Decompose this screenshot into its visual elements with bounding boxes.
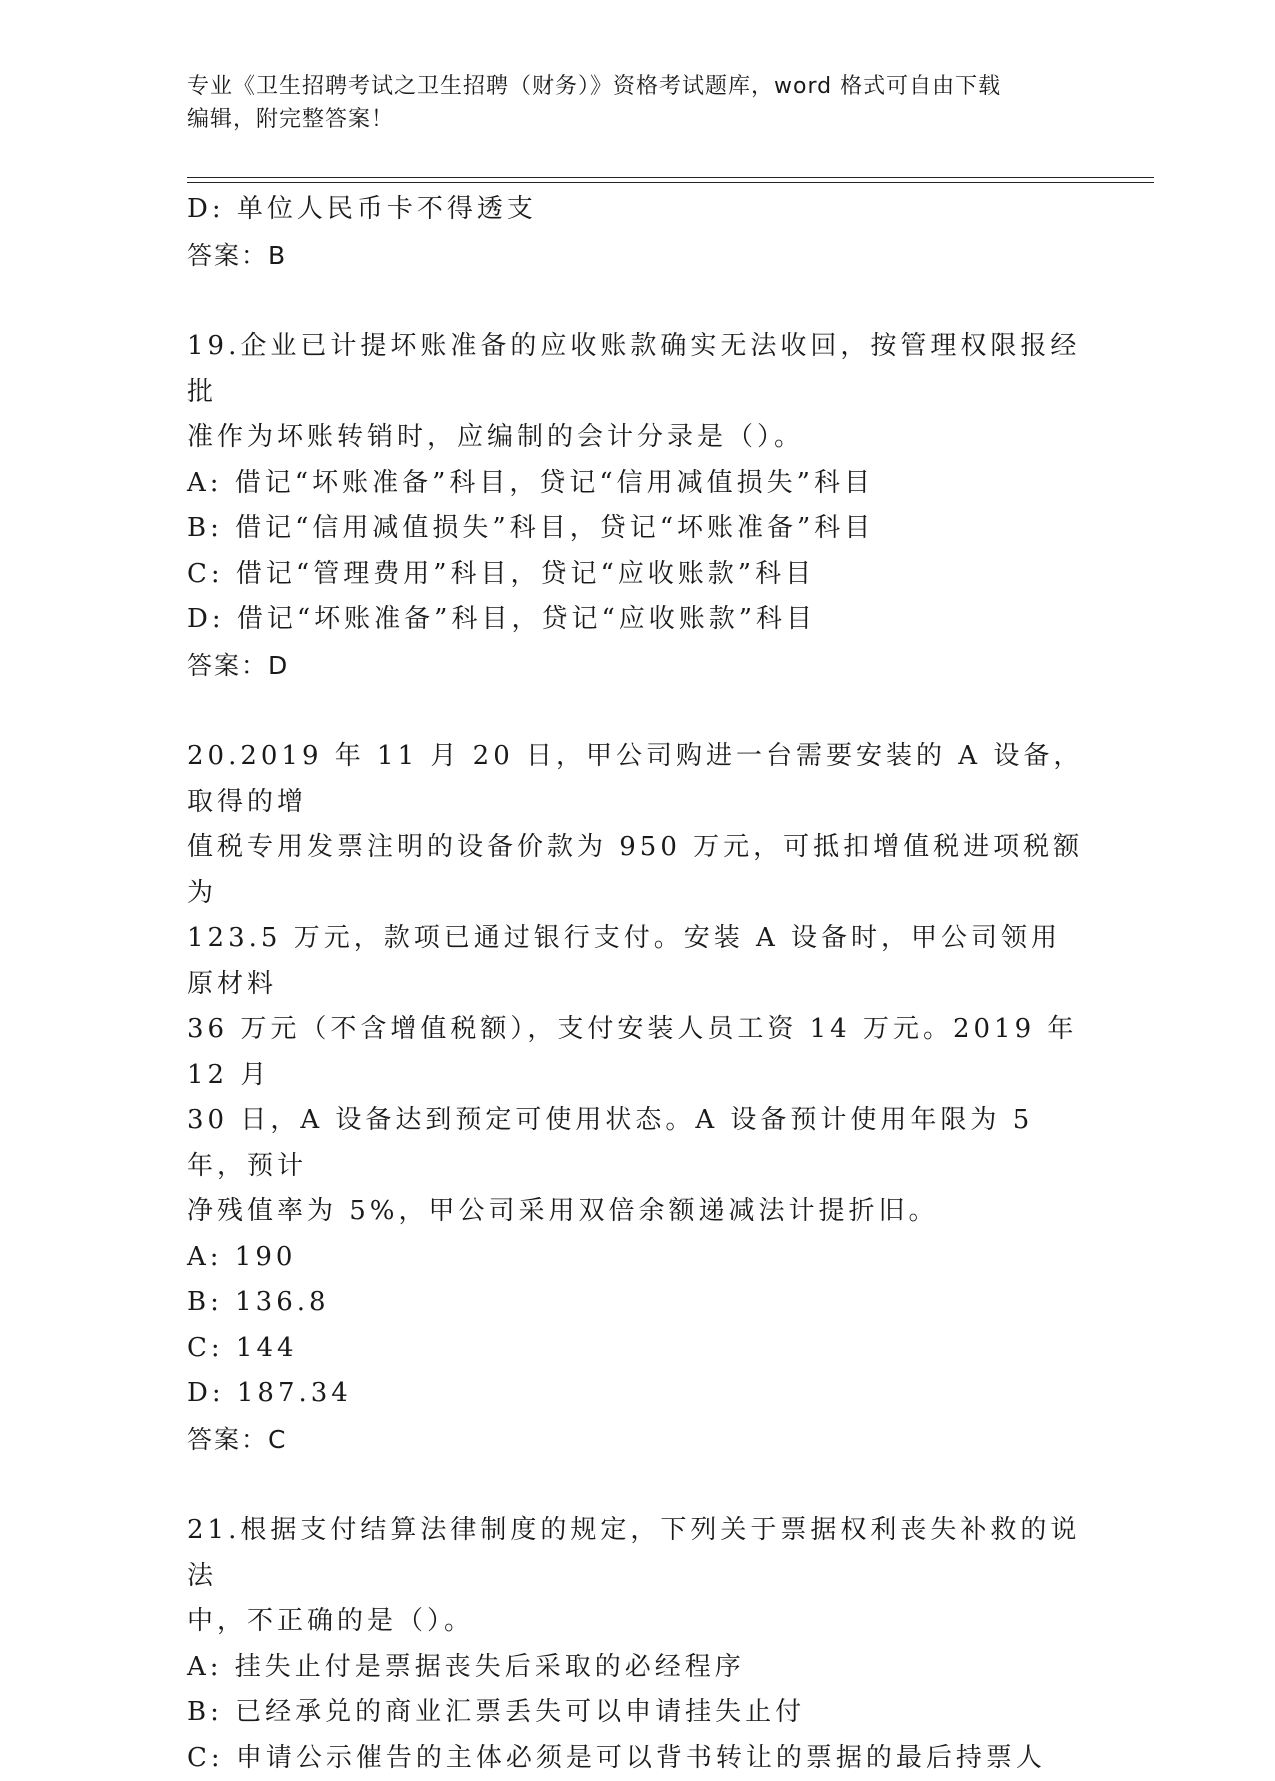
stem-line: 36 万元（不含增值税额），支付安装人员工资 14 万元。2019 年 12 月 <box>187 1007 1087 1098</box>
option-c: C: 借记“管理费用”科目，贷记“应收账款”科目 <box>187 552 1087 598</box>
question-20 <box>187 734 1087 1462</box>
option-b: B: 136.8 <box>187 1280 1087 1326</box>
option-c: C: 申请公示催告的主体必须是可以背书转让的票据的最后持票人 <box>187 1736 1087 1781</box>
option-b: B: 已经承兑的商业汇票丢失可以申请挂失止付 <box>187 1690 1087 1736</box>
answer-line: 答案：B <box>187 233 1087 279</box>
document-header <box>187 70 1087 136</box>
header-line-1: 专业《卫生招聘考试之卫生招聘（财务）》资格考试题库，word 格式可自由下载 <box>187 70 1087 103</box>
header-line-2: 编辑，附完整答案！ <box>187 103 1087 136</box>
option-c: C: 144 <box>187 1326 1087 1372</box>
question-21 <box>187 1508 1087 1781</box>
stem-line: 净残值率为 5%，甲公司采用双倍余额递减法计提折旧。 <box>187 1189 1087 1235</box>
stem-line: 19.企业已计提坏账准备的应收账款确实无法收回，按管理权限报经批 <box>187 324 1087 415</box>
question-stem <box>187 324 1087 461</box>
stem-line: 21.根据支付结算法律制度的规定，下列关于票据权利丧失补救的说法 <box>187 1508 1087 1599</box>
answer-line: 答案：D <box>187 643 1087 689</box>
stem-line: 30 日，A 设备达到预定可使用状态。A 设备预计使用年限为 5 年，预计 <box>187 1098 1087 1189</box>
question-stem <box>187 734 1087 1235</box>
stem-line: 值税专用发票注明的设备价款为 950 万元，可抵扣增值税进项税额为 <box>187 825 1087 916</box>
stem-line: 准作为坏账转销时，应编制的会计分录是（）。 <box>187 415 1087 461</box>
stem-line: 20.2019 年 11 月 20 日，甲公司购进一台需要安装的 A 设备，取得的增 <box>187 734 1087 825</box>
option-d: D: 借记“坏账准备”科目，贷记“应收账款”科目 <box>187 597 1087 643</box>
stem-line: 中，不正确的是（）。 <box>187 1599 1087 1645</box>
question-stem <box>187 1508 1087 1645</box>
question-19 <box>187 324 1087 688</box>
option-a: A: 借记“坏账准备”科目，贷记“信用减值损失”科目 <box>187 461 1087 507</box>
option-a: A: 挂失止付是票据丧失后采取的必经程序 <box>187 1645 1087 1691</box>
answer-line: 答案：C <box>187 1417 1087 1463</box>
option-a: A: 190 <box>187 1235 1087 1281</box>
header-divider-bottom <box>187 182 1154 183</box>
stem-line: 123.5 万元，款项已通过银行支付。安装 A 设备时，甲公司领用原材料 <box>187 916 1087 1007</box>
option-d: D: 187.34 <box>187 1371 1087 1417</box>
option-b: B: 借记“信用减值损失”科目，贷记“坏账准备”科目 <box>187 506 1087 552</box>
header-divider-top <box>187 177 1154 178</box>
question-content <box>187 187 1087 1781</box>
option-d: D: 单位人民币卡不得透支 <box>187 187 1087 233</box>
